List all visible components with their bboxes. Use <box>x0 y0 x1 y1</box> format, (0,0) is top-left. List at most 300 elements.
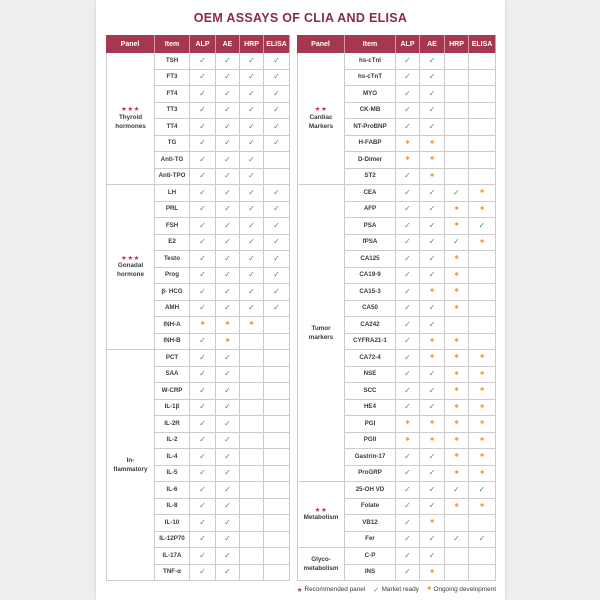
check-icon: ✓ <box>273 237 280 247</box>
item-cell: C-P <box>345 548 396 565</box>
status-cell-alp <box>396 70 420 87</box>
status-cell-elisa <box>469 383 496 400</box>
check-icon: ✓ <box>224 286 231 296</box>
check-icon: ✓ <box>199 468 206 478</box>
status-cell-ae <box>216 301 240 318</box>
check-icon: ✓ <box>404 55 411 65</box>
status-cell-hrp <box>445 367 469 384</box>
status-cell-hrp <box>240 499 264 516</box>
status-cell-hrp <box>240 565 264 582</box>
item-cell: HE4 <box>345 400 396 417</box>
status-cell-ae <box>420 482 445 499</box>
status-cell-alp <box>190 317 216 334</box>
item-cell: ProGRP <box>345 466 396 483</box>
status-cell-hrp <box>240 482 264 499</box>
item-cell: β- HCG <box>155 284 190 301</box>
check-icon: ✓ <box>428 105 436 115</box>
panel-cell <box>106 185 155 350</box>
ongoing-development-icon: ✱ <box>225 321 230 327</box>
item-cell: PGI <box>345 416 396 433</box>
check-icon: ✓ <box>224 270 231 280</box>
check-icon: ✓ <box>273 72 280 82</box>
status-cell-hrp <box>445 185 469 202</box>
status-cell-elisa <box>469 301 496 318</box>
status-cell-elisa <box>264 119 290 136</box>
item-cell: INH-A <box>155 317 190 334</box>
ongoing-development-icon: ✱ <box>454 288 459 294</box>
check-icon: ✓ <box>199 187 206 197</box>
status-cell-hrp <box>240 152 264 169</box>
item-cell: CA242 <box>345 317 396 334</box>
panel-cell <box>297 482 345 548</box>
ongoing-development-icon: ✱ <box>405 420 410 426</box>
status-cell-ae <box>420 301 445 318</box>
status-cell-ae <box>216 433 240 450</box>
assay-table-left <box>106 35 290 581</box>
status-cell-hrp <box>240 334 264 351</box>
ongoing-development-icon: ✱ <box>429 139 435 146</box>
status-cell-elisa <box>469 466 496 483</box>
status-cell-elisa <box>264 334 290 351</box>
check-icon: ✓ <box>428 72 436 82</box>
panel-cell <box>106 53 155 185</box>
status-cell-ae <box>216 449 240 466</box>
status-cell-alp <box>190 482 216 499</box>
check-icon: ✓ <box>224 171 231 181</box>
check-icon: ✓ <box>404 319 411 329</box>
check-icon: ✓ <box>428 484 436 494</box>
check-icon: ✓ <box>478 220 486 230</box>
column-header-elisa: ELISA <box>264 35 290 53</box>
ongoing-development-icon: ✱ <box>479 453 485 459</box>
status-cell-elisa <box>264 565 290 582</box>
check-icon: ✓ <box>404 171 411 181</box>
status-cell-elisa <box>469 317 496 334</box>
ongoing-development-icon: ✱ <box>429 156 435 162</box>
check-icon: ✓ <box>428 303 436 313</box>
check-icon: ✓ <box>224 154 231 164</box>
status-cell-alp <box>190 499 216 516</box>
check-icon: ✓ <box>224 501 231 511</box>
check-icon: ✓ <box>199 303 206 313</box>
status-cell-ae <box>420 103 445 120</box>
check-icon: ✓ <box>224 253 231 263</box>
status-cell-hrp <box>445 70 469 87</box>
check-icon: ✓ <box>273 121 280 131</box>
status-cell-hrp <box>240 86 264 103</box>
column-header-panel: Panel <box>297 35 345 53</box>
panel-label-line: Tumor <box>311 325 331 332</box>
check-icon: ✓ <box>224 534 231 544</box>
check-icon: ✓ <box>428 237 436 247</box>
panel-label-line: markers <box>308 334 334 341</box>
check-icon: ✓ <box>373 585 380 595</box>
status-cell-alp <box>190 416 216 433</box>
item-cell: SAA <box>155 367 190 384</box>
check-icon: ✓ <box>224 517 231 527</box>
item-cell: CA19-9 <box>345 268 396 285</box>
check-icon: ✓ <box>273 204 280 214</box>
check-icon: ✓ <box>404 237 411 247</box>
check-icon: ✓ <box>199 88 206 98</box>
check-icon: ✓ <box>428 319 436 329</box>
status-cell-alp <box>396 449 420 466</box>
item-cell: LH <box>155 185 190 202</box>
assay-table-right <box>297 35 496 581</box>
check-icon: ✓ <box>199 435 206 445</box>
status-cell-ae <box>216 515 240 532</box>
status-cell-alp <box>190 334 216 351</box>
status-cell-elisa <box>469 185 496 202</box>
check-icon: ✓ <box>273 253 280 263</box>
item-cell: IL-1β <box>155 400 190 417</box>
item-cell: Folate <box>345 499 396 516</box>
status-cell-elisa <box>264 449 290 466</box>
check-icon: ✓ <box>199 550 206 560</box>
ongoing-development-icon: ✱ <box>249 321 254 327</box>
status-cell-elisa <box>469 70 496 87</box>
check-icon: ✓ <box>404 121 411 131</box>
status-cell-ae <box>420 449 445 466</box>
status-cell-hrp <box>240 367 264 384</box>
item-cell: PCT <box>155 350 190 367</box>
status-cell-elisa <box>264 499 290 516</box>
column-header-hrp: HRP <box>240 35 264 53</box>
check-icon: ✓ <box>224 385 231 395</box>
item-cell: Testo <box>155 251 190 268</box>
item-cell: E2 <box>155 235 190 252</box>
status-cell-hrp <box>445 433 469 450</box>
status-cell-elisa <box>264 466 290 483</box>
status-cell-alp <box>190 251 216 268</box>
status-cell-alp <box>396 416 420 433</box>
column-header-elisa: ELISA <box>469 35 496 53</box>
status-cell-alp <box>396 202 420 219</box>
status-cell-hrp <box>445 202 469 219</box>
ongoing-development-icon: ✱ <box>454 502 459 509</box>
status-cell-hrp <box>445 515 469 532</box>
check-icon: ✓ <box>248 171 255 181</box>
item-cell: IL-10 <box>155 515 190 532</box>
check-icon: ✓ <box>404 534 411 544</box>
status-cell-ae <box>216 416 240 433</box>
status-cell-hrp <box>445 499 469 516</box>
check-icon: ✓ <box>404 550 411 560</box>
item-cell: Fer <box>345 532 396 549</box>
status-cell-hrp <box>240 433 264 450</box>
ongoing-development-icon: ✱ <box>454 370 459 377</box>
check-icon: ✓ <box>404 88 411 98</box>
status-cell-hrp <box>445 235 469 252</box>
status-cell-alp <box>190 466 216 483</box>
status-cell-elisa <box>264 53 290 70</box>
check-icon: ✓ <box>199 402 206 412</box>
check-icon: ✓ <box>404 484 411 494</box>
status-cell-alp <box>396 235 420 252</box>
panel-stars: ★★★ <box>121 105 140 114</box>
status-cell-alp <box>396 482 420 499</box>
status-cell-ae <box>216 482 240 499</box>
check-icon: ✓ <box>453 187 460 197</box>
ongoing-development-icon: ✱ <box>454 222 459 228</box>
ongoing-development-icon: ✱ <box>454 469 459 476</box>
legend-label: Recommended panel <box>304 586 366 593</box>
status-cell-alp <box>190 515 216 532</box>
check-icon: ✓ <box>224 303 231 313</box>
panel-label-line: flammatory <box>113 466 148 473</box>
check-icon: ✓ <box>478 484 486 494</box>
status-cell-alp <box>190 433 216 450</box>
item-cell: Gastrin-17 <box>345 449 396 466</box>
check-icon: ✓ <box>199 484 206 494</box>
check-icon: ✓ <box>428 550 436 560</box>
check-icon: ✓ <box>428 369 436 379</box>
status-cell-elisa <box>469 350 496 367</box>
check-icon: ✓ <box>404 270 411 280</box>
check-icon: ✓ <box>224 451 231 461</box>
status-cell-elisa <box>264 400 290 417</box>
check-icon: ✓ <box>404 451 411 461</box>
check-icon: ✓ <box>273 138 280 148</box>
check-icon: ✓ <box>404 468 411 478</box>
item-cell: NSE <box>345 367 396 384</box>
status-cell-elisa <box>469 334 496 351</box>
ongoing-development-icon: ✱ <box>479 370 485 377</box>
status-cell-ae <box>216 202 240 219</box>
legend-item-ongoing <box>427 585 496 595</box>
status-cell-ae <box>216 350 240 367</box>
status-cell-ae <box>216 86 240 103</box>
status-cell-ae <box>216 499 240 516</box>
status-cell-ae <box>420 70 445 87</box>
status-cell-elisa <box>264 284 290 301</box>
item-cell: PGII <box>345 433 396 450</box>
check-icon: ✓ <box>404 517 411 527</box>
check-icon: ✓ <box>224 550 231 560</box>
ongoing-development-icon: ✱ <box>454 271 459 278</box>
status-cell-elisa <box>469 268 496 285</box>
check-icon: ✓ <box>428 468 436 478</box>
status-cell-elisa <box>469 152 496 169</box>
status-cell-ae <box>420 400 445 417</box>
status-cell-alp <box>190 202 216 219</box>
check-icon: ✓ <box>199 369 206 379</box>
check-icon: ✓ <box>428 270 436 280</box>
check-icon: ✓ <box>224 435 231 445</box>
status-cell-ae <box>216 235 240 252</box>
check-icon: ✓ <box>273 270 280 280</box>
status-cell-alp <box>396 169 420 186</box>
check-icon: ✓ <box>248 220 255 230</box>
item-cell: AMH <box>155 301 190 318</box>
check-icon: ✓ <box>199 253 206 263</box>
check-icon: ✓ <box>199 534 206 544</box>
status-cell-ae <box>216 53 240 70</box>
status-cell-ae <box>216 466 240 483</box>
ongoing-development-icon: ✱ <box>405 139 410 146</box>
item-cell: IL-6 <box>155 482 190 499</box>
status-cell-ae <box>420 350 445 367</box>
check-icon: ✓ <box>199 270 206 280</box>
status-cell-ae <box>420 169 445 186</box>
check-icon: ✓ <box>199 138 206 148</box>
status-cell-elisa <box>469 284 496 301</box>
column-header-ae: AE <box>420 35 445 53</box>
status-cell-alp <box>190 136 216 153</box>
status-cell-hrp <box>445 548 469 565</box>
check-icon: ✓ <box>199 567 206 577</box>
status-cell-alp <box>190 383 216 400</box>
status-cell-ae <box>420 433 445 450</box>
status-cell-alp <box>396 383 420 400</box>
check-icon: ✓ <box>404 187 411 197</box>
check-icon: ✓ <box>199 352 206 362</box>
status-cell-hrp <box>240 301 264 318</box>
check-icon: ✓ <box>404 105 411 115</box>
ongoing-development-icon: ✱ <box>479 436 485 443</box>
item-cell: H-FABP <box>345 136 396 153</box>
check-icon: ✓ <box>224 369 231 379</box>
check-icon: ✓ <box>248 121 255 131</box>
check-icon: ✓ <box>248 72 255 82</box>
status-cell-hrp <box>445 565 469 582</box>
panel-cell <box>297 185 345 482</box>
ongoing-development-icon: ✱ <box>426 586 432 593</box>
item-cell: IL-4 <box>155 449 190 466</box>
status-cell-hrp <box>445 86 469 103</box>
item-cell: CA125 <box>345 251 396 268</box>
status-cell-hrp <box>445 218 469 235</box>
check-icon: ✓ <box>199 418 206 428</box>
ongoing-development-icon: ✱ <box>454 304 459 311</box>
status-cell-alp <box>190 367 216 384</box>
item-cell: Anti-TG <box>155 152 190 169</box>
status-cell-alp <box>396 565 420 582</box>
status-cell-hrp <box>240 169 264 186</box>
check-icon: ✓ <box>404 286 411 296</box>
status-cell-hrp <box>445 334 469 351</box>
status-cell-elisa <box>469 169 496 186</box>
ongoing-development-icon: ✱ <box>454 436 459 443</box>
item-cell: CA72-4 <box>345 350 396 367</box>
status-cell-elisa <box>469 86 496 103</box>
status-cell-elisa <box>469 235 496 252</box>
ongoing-development-icon: ✱ <box>454 354 459 360</box>
item-cell: PSA <box>345 218 396 235</box>
status-cell-hrp <box>445 268 469 285</box>
legend-item-star <box>297 585 366 595</box>
check-icon: ✓ <box>404 336 411 346</box>
check-icon: ✓ <box>248 88 255 98</box>
status-cell-ae <box>420 383 445 400</box>
item-cell: INH-B <box>155 334 190 351</box>
check-icon: ✓ <box>248 55 255 65</box>
check-icon: ✓ <box>428 534 436 544</box>
status-cell-alp <box>396 218 420 235</box>
panel-label-line: Glyco- <box>311 556 331 563</box>
check-icon: ✓ <box>224 204 231 214</box>
item-cell: IL-2 <box>155 433 190 450</box>
item-cell: CA15-3 <box>345 284 396 301</box>
status-cell-hrp <box>240 532 264 549</box>
check-icon: ✓ <box>224 402 231 412</box>
check-icon: ✓ <box>248 237 255 247</box>
check-icon: ✓ <box>248 138 255 148</box>
status-cell-elisa <box>264 218 290 235</box>
status-cell-alp <box>396 251 420 268</box>
status-cell-hrp <box>445 466 469 483</box>
check-icon: ✓ <box>199 517 206 527</box>
item-cell: D-Dimer <box>345 152 396 169</box>
item-cell: W-CRP <box>155 383 190 400</box>
check-icon: ✓ <box>273 286 280 296</box>
ongoing-development-icon: ✱ <box>479 238 485 245</box>
check-icon: ✓ <box>224 567 231 577</box>
status-cell-ae <box>216 268 240 285</box>
status-cell-ae <box>420 152 445 169</box>
status-cell-elisa <box>469 515 496 532</box>
ongoing-development-icon: ✱ <box>454 337 459 344</box>
check-icon: ✓ <box>224 72 231 82</box>
status-cell-elisa <box>264 136 290 153</box>
status-cell-ae <box>216 251 240 268</box>
item-cell: IL-8 <box>155 499 190 516</box>
check-icon: ✓ <box>224 88 231 98</box>
ongoing-development-icon: ✱ <box>479 502 485 509</box>
status-cell-ae <box>216 70 240 87</box>
panel-label-line: Markers <box>308 122 334 130</box>
item-cell: INS <box>345 565 396 582</box>
check-icon: ✓ <box>224 237 231 247</box>
status-cell-ae <box>216 152 240 169</box>
status-cell-elisa <box>264 185 290 202</box>
status-cell-hrp <box>240 251 264 268</box>
status-cell-alp <box>396 301 420 318</box>
status-cell-ae <box>216 103 240 120</box>
check-icon: ✓ <box>428 204 436 214</box>
item-cell: IL-5 <box>155 466 190 483</box>
check-icon: ✓ <box>404 352 411 362</box>
check-icon: ✓ <box>248 187 255 197</box>
status-cell-ae <box>420 218 445 235</box>
star-icon: ★ <box>296 585 303 594</box>
status-cell-hrp <box>240 400 264 417</box>
panel-label-line: hormones <box>115 122 146 130</box>
status-cell-hrp <box>240 235 264 252</box>
item-cell: IL-12P70 <box>155 532 190 549</box>
status-cell-elisa <box>469 367 496 384</box>
status-cell-elisa <box>264 482 290 499</box>
status-cell-ae <box>216 367 240 384</box>
status-cell-alp <box>190 449 216 466</box>
status-cell-ae <box>420 499 445 516</box>
status-cell-hrp <box>445 317 469 334</box>
check-icon: ✓ <box>224 484 231 494</box>
item-cell: CEA <box>345 185 396 202</box>
status-cell-ae <box>216 334 240 351</box>
ongoing-development-icon: ✱ <box>405 156 410 162</box>
status-cell-hrp <box>445 449 469 466</box>
status-cell-elisa <box>264 268 290 285</box>
check-icon: ✓ <box>404 220 411 230</box>
item-cell: IL-17A <box>155 548 190 565</box>
check-icon: ✓ <box>248 253 255 263</box>
check-icon: ✓ <box>248 286 255 296</box>
status-cell-hrp <box>240 202 264 219</box>
status-cell-hrp <box>445 119 469 136</box>
status-cell-hrp <box>240 53 264 70</box>
ongoing-development-icon: ✱ <box>454 387 459 393</box>
